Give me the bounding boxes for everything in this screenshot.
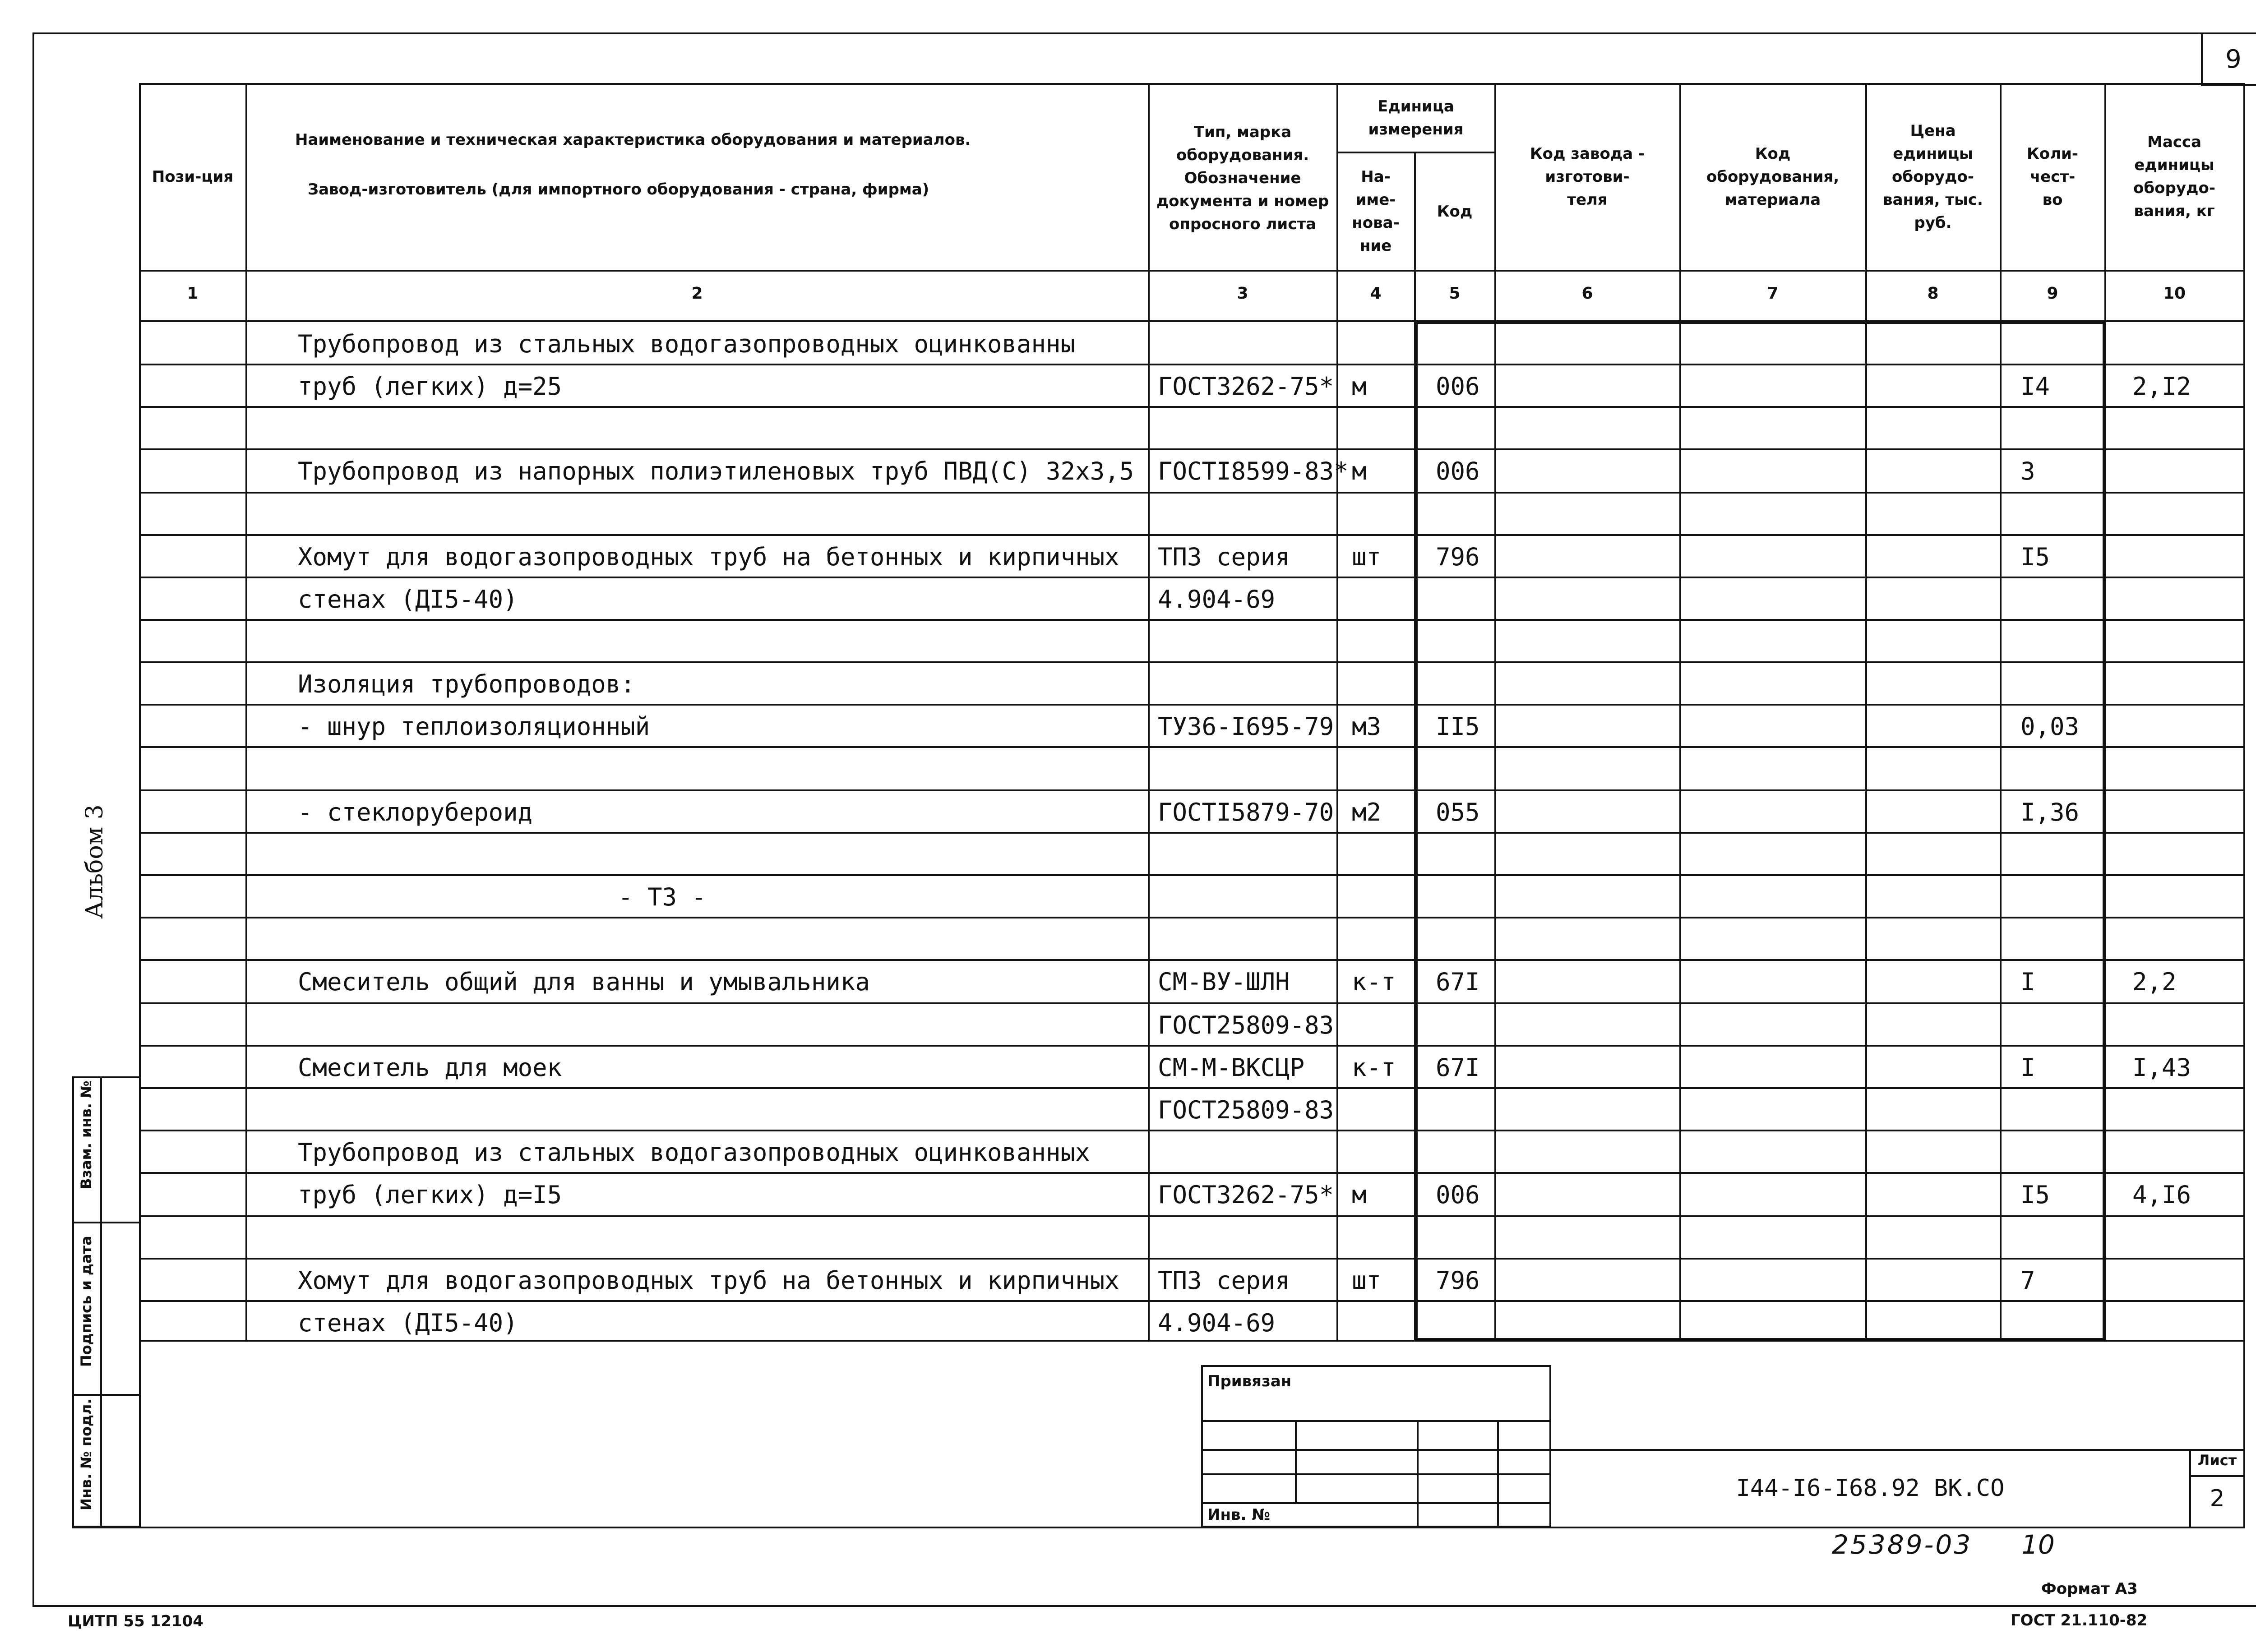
- row-name: - шнур теплоизоляционный: [298, 712, 650, 741]
- row-name: труб (легких) д=25: [298, 372, 562, 401]
- row-code: 055: [1436, 798, 1480, 826]
- row-unit: м3: [1352, 712, 1382, 741]
- row-type: ТУ36-I695-79: [1158, 712, 1334, 741]
- row-name: стенах (ДI5-40): [298, 585, 518, 614]
- row-type: ГОСТ25809-83: [1158, 1011, 1334, 1039]
- row-name: - Т3 -: [618, 883, 707, 911]
- row-separator: [139, 1215, 2245, 1217]
- row-name: Хомут для водогазопроводных труб на бетонных и кирпичных: [298, 1266, 1119, 1295]
- col-line-2: [1148, 83, 1150, 1341]
- row-separator: [139, 492, 2245, 494]
- row-qty: I: [2020, 968, 2035, 996]
- row-code: II5: [1436, 712, 1480, 741]
- row-name: Трубопровод из стальных водогазопроводных оцинкованны: [298, 330, 1076, 358]
- header-plant-code: Код завода - изготови-теля: [1530, 144, 1645, 209]
- row-name: Трубопровод из напорных полиэтиленовых труб ПВД(С) 32х3,5: [298, 457, 1134, 485]
- row-code: 67I: [1436, 968, 1480, 996]
- row-unit: м2: [1352, 798, 1382, 826]
- row-type: ГОСТI8599-83*: [1158, 457, 1349, 485]
- handwritten-page: 10: [2021, 1529, 2055, 1560]
- row-qty: I4: [2020, 372, 2050, 401]
- row-separator: [139, 789, 2245, 791]
- header-name-cell: [247, 84, 1147, 270]
- colnum-3: 3: [1237, 284, 1248, 303]
- row-code: 006: [1436, 1181, 1480, 1209]
- privyazan-label: Привязан: [1207, 1372, 1292, 1390]
- sheet-value: 2: [2210, 1485, 2225, 1512]
- col-line-3: [1336, 83, 1338, 1341]
- row-code: 796: [1436, 543, 1480, 571]
- row-code: 006: [1436, 457, 1480, 485]
- row-type: ГОСТ3262-75*: [1158, 372, 1334, 401]
- row-type: ТПЗ серия: [1158, 543, 1290, 571]
- row-type: 4.904-69: [1158, 1309, 1276, 1337]
- header-bottom-line: [139, 270, 2245, 272]
- row-code: 796: [1436, 1266, 1480, 1295]
- row-qty: I5: [2020, 1181, 2050, 1209]
- row-name: труб (легких) д=I5: [298, 1181, 562, 1209]
- row-qty: I: [2020, 1053, 2035, 1082]
- header-equipment-code: Код оборудования, материала: [1706, 144, 1840, 209]
- row-separator: [139, 534, 2245, 536]
- frame-bottom: [32, 1605, 2256, 1607]
- side-stamp-sep2: [72, 1394, 141, 1396]
- row-separator: [139, 874, 2245, 876]
- header-type: Тип, марка оборудования. Обозначение документа и номер опросного листа: [1156, 123, 1329, 233]
- row-name: Трубопровод из стальных водогазопроводных оцинкованных: [298, 1138, 1090, 1167]
- colnum-2: 2: [691, 284, 703, 303]
- doc-code: I44-I6-I68.92 ВК.СО: [1736, 1475, 2005, 1502]
- thick-block-border: [1414, 320, 2106, 1342]
- side-stamp-sep1: [72, 1222, 141, 1223]
- header-unit-name: На-име-нова-ние: [1352, 168, 1400, 255]
- row-separator: [139, 746, 2245, 748]
- row-separator: [139, 577, 2245, 578]
- row-separator: [139, 1087, 2245, 1089]
- row-separator: [139, 1300, 2245, 1302]
- row-separator: [139, 661, 2245, 663]
- row-name: Хомут для водогазопроводных труб на бетонных и кирпичных: [298, 543, 1119, 571]
- row-type: СМ-М-ВКСЦР: [1158, 1053, 1305, 1082]
- row-separator: [139, 1172, 2245, 1174]
- row-type: ГОСТ3262-75*: [1158, 1181, 1334, 1209]
- tb-vline-2: [1417, 1420, 1419, 1527]
- row-separator: [139, 619, 2245, 621]
- header-name-line1: Наименование и техническая характеристика оборудования и материалов.: [295, 131, 971, 149]
- handwritten-number: 25389-03: [1832, 1529, 1973, 1560]
- album-label: Альбом 3: [81, 804, 108, 919]
- header-unit-group: Единица измерения: [1368, 97, 1464, 138]
- row-unit: к-т: [1352, 1053, 1396, 1082]
- row-mass: I,43: [2132, 1053, 2191, 1082]
- header-mass: Масса единицы оборудо-вания, кг: [2133, 133, 2215, 220]
- row-unit: м: [1352, 457, 1367, 485]
- footer-format: Формат А3: [2041, 1580, 2138, 1598]
- side-stamp-divider: [100, 1076, 102, 1527]
- col-line-1: [245, 83, 247, 1341]
- row-code: 006: [1436, 372, 1480, 401]
- frame-left: [32, 32, 34, 1607]
- row-unit: шт: [1352, 543, 1382, 571]
- header-position: Пози-ция: [152, 167, 234, 186]
- tb-vline-1: [1295, 1420, 1297, 1503]
- row-type: СМ-ВУ-ШЛН: [1158, 968, 1290, 996]
- row-mass: 2,2: [2132, 968, 2177, 996]
- row-separator: [139, 406, 2245, 408]
- row-separator: [139, 1002, 2245, 1004]
- row-mass: 2,I2: [2132, 372, 2191, 401]
- row-unit: к-т: [1352, 968, 1396, 996]
- stamp-inv-podl: Инв. № подл.: [78, 1398, 95, 1510]
- row-separator: [139, 704, 2245, 706]
- colnum-4: 4: [1370, 284, 1382, 303]
- row-name: - стеклорубероид: [298, 798, 533, 826]
- row-name: Смеситель для моек: [298, 1053, 562, 1082]
- sheet-box-divider: [2189, 1475, 2245, 1477]
- colnum-1: 1: [187, 284, 199, 303]
- footer-gost: ГОСТ 21.110-82: [2011, 1611, 2148, 1629]
- row-type: 4.904-69: [1158, 585, 1276, 614]
- colnum-6: 6: [1581, 284, 1593, 303]
- row-separator: [139, 448, 2245, 450]
- row-type: ГОСТ25809-83: [1158, 1096, 1334, 1124]
- row-separator: [139, 1258, 2245, 1260]
- row-unit: м: [1352, 372, 1367, 401]
- colnum-8: 8: [1927, 284, 1939, 303]
- row-qty: I5: [2020, 543, 2050, 571]
- tb-vline-3: [1497, 1420, 1499, 1527]
- row-type: ГОСТI5879-70: [1158, 798, 1334, 826]
- colnum-10: 10: [2163, 284, 2186, 303]
- row-unit: м: [1352, 1181, 1367, 1209]
- row-separator: [139, 959, 2245, 961]
- row-qty: 0,03: [2020, 712, 2080, 741]
- row-qty: 3: [2020, 457, 2035, 485]
- header-price: Цена единицы оборудо-вания, тыс. руб.: [1883, 121, 1983, 232]
- row-separator: [139, 364, 2245, 365]
- row-separator: [139, 917, 2245, 918]
- row-separator: [139, 1130, 2245, 1131]
- row-qty: 7: [2020, 1266, 2035, 1295]
- sheet-inner-bottom: [72, 1527, 2245, 1528]
- colnum-5: 5: [1449, 284, 1461, 303]
- row-separator: [139, 832, 2245, 834]
- colnum-9: 9: [2047, 284, 2058, 303]
- row-code: 67I: [1436, 1053, 1480, 1082]
- row-separator: [139, 1045, 2245, 1047]
- row-qty: I,36: [2020, 798, 2080, 826]
- header-name-line2: Завод-изготовитель (для импортного оборудования - страна, фирма): [308, 180, 929, 198]
- col-line-10: [2243, 83, 2245, 1527]
- sheet-label: Лист: [2197, 1452, 2237, 1469]
- header-unit-code: Код: [1437, 202, 1473, 221]
- footer-citp: ЦИТП 55 12104: [68, 1612, 203, 1630]
- row-name: Изоляция трубопроводов:: [298, 670, 635, 698]
- frame-top: [32, 32, 2256, 34]
- corner-sheet-number: 9: [2225, 44, 2242, 74]
- row-mass: 4,I6: [2132, 1181, 2191, 1209]
- inv-no-label: Инв. №: [1207, 1506, 1271, 1524]
- row-name: стенах (ДI5-40): [298, 1309, 518, 1337]
- row-unit: шт: [1352, 1266, 1382, 1295]
- row-name: Смеситель общий для ванны и умывальника: [298, 968, 870, 996]
- header-quantity: Коли-чест-во: [2027, 144, 2078, 209]
- row-type: ТПЗ серия: [1158, 1266, 1290, 1295]
- colnum-7: 7: [1767, 284, 1779, 303]
- stamp-vzam-inv: Взам. инв. №: [78, 1080, 95, 1189]
- stamp-podpis-data: Подпись и дата: [78, 1236, 95, 1367]
